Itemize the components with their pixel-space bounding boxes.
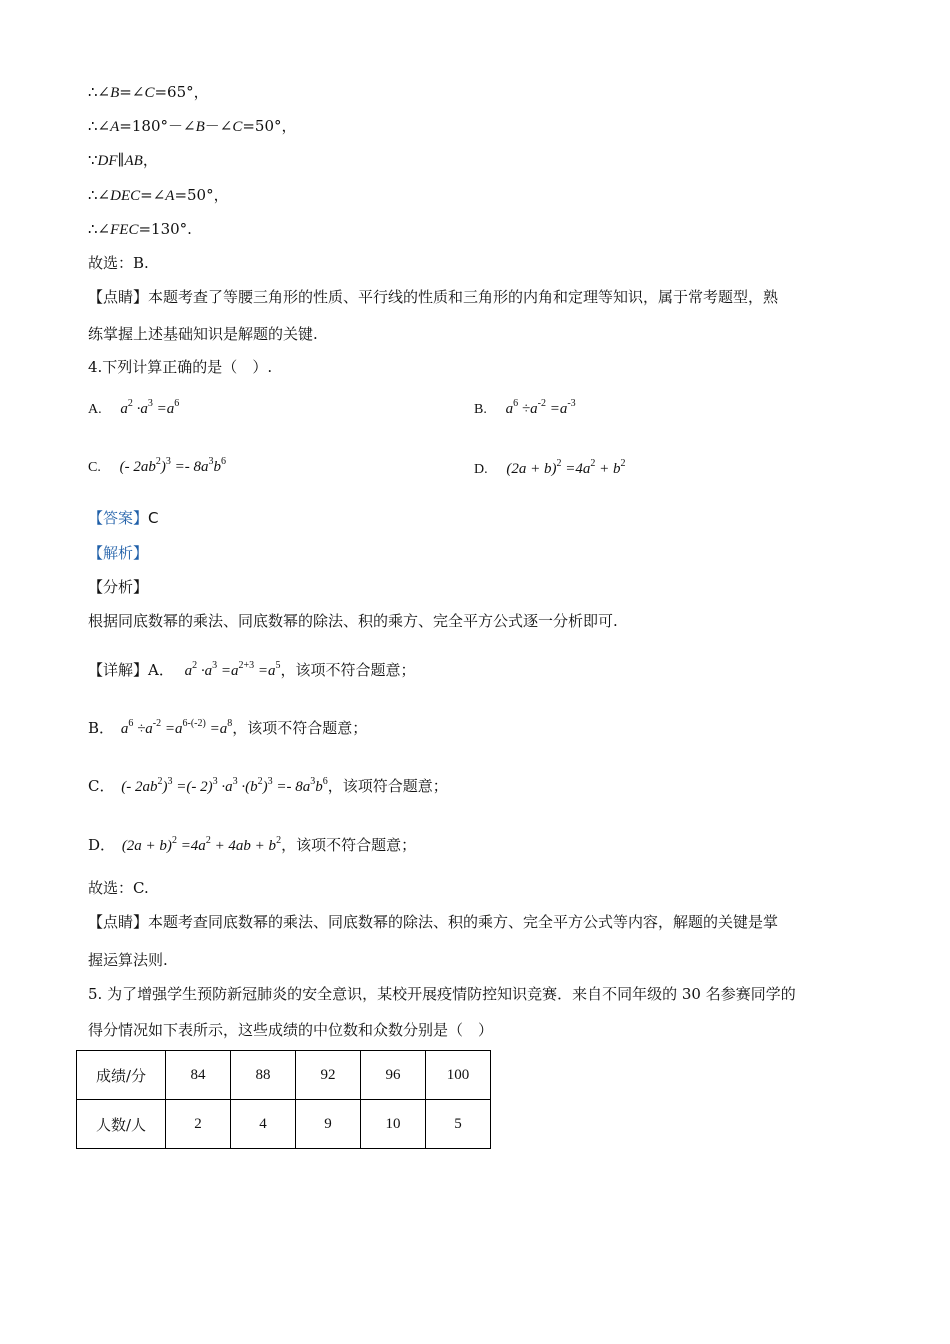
detail-d-suffix: ，该项不符合题意； [281, 836, 417, 854]
table-cell: 84 [166, 1051, 231, 1100]
detail-c-label: C． [88, 777, 115, 795]
table-cell: 96 [361, 1051, 426, 1100]
q4-option-a [88, 398, 179, 418]
table-header-counts: 人数/人 [77, 1100, 166, 1149]
table-cell: 100 [426, 1051, 491, 1100]
q4-stem: 4.下列计算正确的是（ ）. [88, 358, 273, 376]
detail-c [88, 772, 448, 797]
q4-choice: 故选：C. [88, 879, 149, 897]
q5-stem-line-1: 5. 为了增强学生预防新冠肺炎的安全意识，某校开展疫情防控知识竞赛．来自不同年级的 30 名参赛同学的 [88, 985, 796, 1003]
detail-tag: 【详解】A． [88, 661, 174, 679]
q4-comment-line-1: 【点睛】本题考查同底数幂的乘法、同底数幂的除法、积的乘方、完全平方公式等内容，解题的关键是掌 [88, 913, 779, 931]
table-cell: 88 [231, 1051, 296, 1100]
q4-option-b [474, 398, 576, 418]
table-cell: 5 [426, 1100, 491, 1149]
analysis-tag: 【解析】 [88, 544, 149, 562]
option-b-label: B. [474, 402, 487, 417]
q5-stem-line-2: 得分情况如下表所示，这些成绩的中位数和众数分别是（ ） [88, 1021, 494, 1039]
fenxi-text: 根据同底数幂的乘法、同底数幂的除法、积的乘方、完全平方公式逐一分析即可. [88, 612, 618, 630]
option-a-formula: $a^2 \cdot a^3 =a^6$ [120, 398, 180, 417]
q4-option-d [474, 458, 626, 478]
table-cell: 9 [296, 1100, 361, 1149]
table-cell: 10 [361, 1100, 426, 1149]
q3-choice: 故选：B. [88, 254, 149, 272]
table-row-scores [77, 1051, 491, 1100]
q4-comment-line-2: 握运算法则. [88, 951, 168, 969]
table-row-counts [77, 1100, 491, 1149]
detail-d-label: D． [88, 836, 116, 854]
q4-option-c [88, 456, 226, 476]
detail-b-suffix: ，该项不符合题意； [232, 719, 368, 737]
table-cell: 4 [231, 1100, 296, 1149]
table-cell: 2 [166, 1100, 231, 1149]
option-d-label: D. [474, 462, 488, 477]
table-header-scores: 成绩/分 [77, 1051, 166, 1100]
proof-line-4: ∴∠DEC=∠A=50°， [88, 186, 229, 204]
detail-d [88, 831, 416, 856]
detail-a-suffix: ，该项不符合题意； [280, 661, 416, 679]
option-c-label: C. [88, 460, 101, 475]
proof-line-2: ∴∠A=180°－∠B－∠C=50°， [88, 117, 297, 135]
detail-b-formula: $a^6 \div a^{-2} =a^{6-(-2)} =a^8$ [120, 718, 233, 737]
score-table [76, 1050, 491, 1149]
detail-b-label: B． [88, 719, 115, 737]
proof-line-5: ∴∠FEC=130°. [88, 220, 192, 238]
proof-line-1: ∴∠B=∠C=65°， [88, 83, 209, 101]
answer-tag: 【答案】 [88, 509, 149, 527]
option-d-formula: $(2a + b)^2 =4a^2 + b^2$ [506, 458, 626, 477]
proof-line-3: ∵DF∥AB， [88, 151, 158, 169]
q3-comment-line-1: 【点睛】本题考查了等腰三角形的性质、平行线的性质和三角形的内角和定理等知识，属于常考题型，熟 [88, 288, 779, 306]
detail-a-formula: $a^2 \cdot a^3 =a^{2+3} =a^5$ [184, 660, 281, 679]
answer-value: C [148, 509, 159, 527]
q3-comment-line-2: 练掌握上述基础知识是解题的关键. [88, 325, 318, 343]
table-cell: 92 [296, 1051, 361, 1100]
detail-d-formula: $(2a + b)^2 =4a^2 + 4ab + b^2$ [121, 835, 282, 854]
detail-a [88, 656, 416, 681]
fenxi-tag: 【分析】 [88, 578, 149, 596]
option-c-formula: (- $2ab^2)^3 =- 8a^3b^6$ [119, 456, 226, 475]
answer-line [88, 508, 159, 528]
option-a-label: A. [88, 402, 102, 417]
option-b-formula: $a^6 \div a^{-2} =a^{-3}$ [505, 398, 576, 417]
detail-c-formula: (- $2ab^2)^3$ =(- $2)^3 \cdot a^3 \cdot(b^2)^3 =- 8a^3b^6$ [121, 776, 328, 795]
detail-c-suffix: ，该项符合题意； [327, 777, 448, 795]
detail-b [88, 714, 367, 739]
